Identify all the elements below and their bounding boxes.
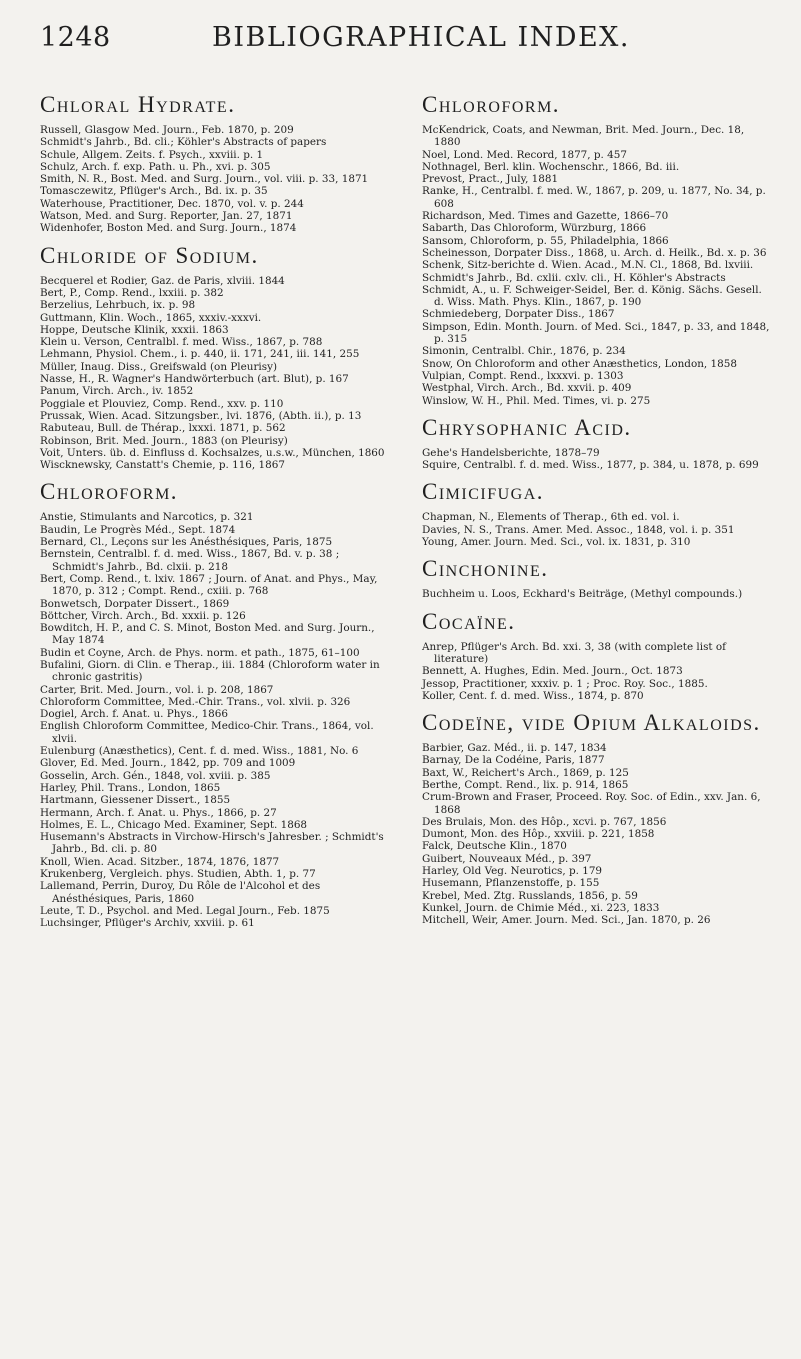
index-entry: Jessop, Practitioner, xxxiv. p. 1 ; Proc. Roy. Soc., 1885. [422, 677, 708, 690]
index-entry: Ranke, H., Centralbl. f. med. W., 1867, p. 209, u. 1877, No. 34, p. 608 [422, 185, 766, 210]
index-section [422, 479, 772, 548]
index-section [422, 556, 772, 600]
index-entry: Guibert, Nouveaux Méd., p. 397 [422, 852, 592, 865]
index-entry: Schenk, Sitz-berichte d. Wien. Acad., M.N. Cl., 1868, Bd. lxviii. [422, 259, 754, 272]
index-entry: Prevost, Pract., July, 1881 [422, 173, 559, 186]
section-heading: Cinchonine. [422, 556, 549, 582]
index-entry: Harley, Old Veg. Neurotics, p. 179 [422, 865, 603, 878]
page-header [40, 22, 771, 62]
index-entry: Noel, Lond. Med. Record, 1877, p. 457 [422, 148, 627, 161]
running-title: BIBLIOGRAPHICAL INDEX. [212, 22, 630, 53]
entry-list [40, 511, 390, 929]
index-entry: Watson, Med. and Surg. Reporter, Jan. 27, 1871 [40, 210, 293, 223]
index-entry: Crum-Brown and Fraser, Proceed. Roy. Soc. of Edin., xxv. Jan. 6, 1868 [422, 791, 761, 816]
section-heading: Chloroform. [40, 479, 179, 505]
index-entry: Lallemand, Perrin, Duroy, Du Rôle de l'Alcohol et des Anésthésiques, Paris, 1860 [40, 880, 321, 905]
page-number: 1248 [40, 22, 111, 53]
right-column [422, 92, 772, 935]
index-section [40, 479, 390, 929]
index-entry: Panum, Virch. Arch., iv. 1852 [40, 385, 194, 398]
index-entry: Schmidt's Jahrb., Bd. cxlii. cxlv. cli., H. Köhler's Abstracts [422, 271, 726, 284]
index-entry: Baxt, W., Reichert's Arch., 1869, p. 125 [422, 766, 629, 779]
index-entry: Carter, Brit. Med. Journ., vol. i. p. 208, 1867 [40, 683, 274, 696]
entry-list [422, 511, 772, 548]
index-entry: Russell, Glasgow Med. Journ., Feb. 1870, p. 209 [40, 124, 294, 136]
index-entry: Müller, Inaug. Diss., Greifswald (on Pleurisy) [40, 360, 278, 373]
index-section [40, 92, 390, 235]
index-entry: Husemann's Abstracts in Virchow-Hirsch's Jahresber. ; Schmidt's Jahrb., Bd. cli. p. 80 [40, 831, 384, 856]
section-heading: Chloral Hydrate. [40, 92, 236, 117]
index-entry: Holmes, E. L., Chicago Med. Examiner, Sept. 1868 [40, 818, 308, 831]
index-entry: Dogiel, Arch. f. Anat. u. Phys., 1866 [40, 708, 229, 721]
section-heading: Chrysophanic Acid. [422, 414, 632, 440]
entry-list [422, 447, 772, 472]
index-entry: Smith, N. R., Bost. Med. and Surg. Journ., vol. viii. p. 33, 1871 [40, 173, 369, 186]
index-entry: Hartmann, Giessener Dissert., 1855 [40, 794, 231, 807]
index-entry: McKendrick, Coats, and Newman, Brit. Med. Journ., Dec. 18, 1880 [422, 124, 745, 149]
index-entry: Eulenburg (Anæsthetics), Cent. f. d. med. Wiss., 1881, No. 6 [40, 745, 359, 758]
index-entry: Buchheim u. Loos, Eckhard's Beiträge, (Methyl compounds.) [422, 588, 743, 601]
entry-list [422, 588, 772, 600]
index-entry: Bert, Comp. Rend., t. lxiv. 1867 ; Journ. of Anat. and Phys., May, 1870, p. 312 ; Compt. Rend., cxiii. p. 768 [40, 572, 378, 598]
index-entry: Bert, P., Comp. Rend., lxxiii. p. 382 [40, 286, 224, 299]
index-entry: Bowditch, H. P., and C. S. Minot, Boston Med. and Surg. Journ., May 1874 [40, 622, 375, 647]
index-entry: Dumont, Mon. des Hôp., xxviii. p. 221, 1858 [422, 828, 655, 841]
index-entry: Koller, Cent. f. d. med. Wiss., 1874, p. 870 [422, 689, 644, 702]
index-entry: Bernstein, Centralbl. f. d. med. Wiss., 1867, Bd. v. p. 38 ; Schmidt's Jahrb., Bd. clxii. p. 218 [40, 548, 340, 573]
index-entry: Des Brulais, Mon. des Hôp., xcvi. p. 767, 1856 [422, 815, 667, 828]
index-entry: Nothnagel, Berl. klin. Wochenschr., 1866, Bd. iii. [422, 160, 680, 173]
section-heading: Chloroform. [422, 92, 561, 117]
index-entry: Widenhofer, Boston Med. and Surg. Journ., 1874 [40, 222, 297, 235]
section-heading: Chloride of Sodium. [40, 242, 259, 268]
index-entry: Voit, Unters. üb. d. Einfluss d. Kochsalzes, u.s.w., München, 1860 [40, 446, 385, 459]
index-entry: Berzelius, Lehrbuch, ix. p. 98 [40, 299, 196, 312]
index-section [422, 710, 772, 926]
index-entry: Bufalini, Giorn. di Clin. e Therap., iii. 1884 (Chloroform water in chronic gastritis) [40, 658, 380, 684]
index-entry: Bernard, Cl., Leçons sur les Anésthésiques, Paris, 1875 [40, 536, 333, 549]
index-entry: Scheinesson, Dorpater Diss., 1868, u. Arch. d. Heilk., Bd. x. p. 36 [422, 246, 767, 259]
index-entry: Rabuteau, Bull. de Thérap., lxxxi. 1871, p. 562 [40, 422, 286, 435]
index-section [422, 609, 772, 702]
index-entry: Anstie, Stimulants and Narcotics, p. 321 [40, 511, 254, 524]
index-entry: Mitchell, Weir, Amer. Journ. Med. Sci., Jan. 1870, p. 26 [422, 914, 711, 927]
index-section [422, 92, 772, 407]
index-entry: English Chloroform Committee, Medico-Chir. Trans., 1864, vol. xlvii. [40, 720, 374, 745]
left-column [40, 92, 390, 938]
entry-list [422, 124, 772, 407]
entry-list [422, 742, 772, 926]
index-entry: Harley, Phil. Trans., London, 1865 [40, 781, 221, 794]
index-entry: Bennett, A. Hughes, Edin. Med. Journ., Oct. 1873 [422, 665, 683, 678]
index-entry: Glover, Ed. Med. Journ., 1842, pp. 709 and 1009 [40, 757, 296, 770]
index-entry: Chloroform Committee, Med.-Chir. Trans., vol. xlvii. p. 326 [40, 695, 351, 708]
index-entry: Krukenberg, Vergleich. phys. Studien, Abth. 1, p. 77 [40, 868, 316, 881]
index-section [40, 243, 390, 472]
section-heading: Cocaïne. [422, 608, 516, 634]
index-entry: Leute, T. D., Psychol. and Med. Legal Journ., Feb. 1875 [40, 904, 330, 917]
index-entry: Young, Amer. Journ. Med. Sci., vol. ix. 1831, p. 310 [422, 536, 691, 549]
index-entry: Guttmann, Klin. Woch., 1865, xxxiv.-xxxvi. [40, 311, 262, 324]
index-entry: Tomasczewitz, Pflüger's Arch., Bd. ix. p. 35 [40, 185, 268, 198]
index-entry: Schmidt, A., u. F. Schweiger-Seidel, Ber. d. König. Sächs. Gesell. d. Wiss. Math. Phys. Klin., 1867, p. 190 [422, 283, 762, 309]
index-entry: Berthe, Compt. Rend., lix. p. 914, 1865 [422, 778, 629, 791]
index-entry: Krebel, Med. Ztg. Russlands, 1856, p. 59 [422, 889, 638, 902]
index-entry: Böttcher, Virch. Arch., Bd. xxxii. p. 126 [40, 609, 246, 622]
index-entry: Luchsinger, Pflüger's Archiv, xxviii. p. 61 [40, 917, 255, 930]
index-entry: Schmiedeberg, Dorpater Diss., 1867 [422, 308, 615, 321]
index-entry: Robinson, Brit. Med. Journ., 1883 (on Pleurisy) [40, 434, 288, 447]
index-entry: Sansom, Chloroform, p. 55, Philadelphia, 1866 [422, 234, 669, 247]
index-entry: Poggiale et Plouviez, Comp. Rend., xxv. p. 110 [40, 397, 284, 410]
index-entry: Squire, Centralbl. f. d. med. Wiss., 1877, p. 384, u. 1878, p. 699 [422, 459, 759, 472]
index-entry: Schule, Allgem. Zeits. f. Psych., xxviii. p. 1 [40, 148, 264, 161]
index-entry: Vulpian, Compt. Rend., lxxxvi. p. 1303 [422, 369, 624, 382]
index-entry: Gosselin, Arch. Gén., 1848, vol. xviii. p. 385 [40, 769, 271, 782]
index-entry: Baudin, Le Progrès Méd., Sept. 1874 [40, 523, 236, 536]
index-entry: Davies, N. S., Trans. Amer. Med. Assoc., 1848, vol. i. p. 351 [422, 523, 735, 536]
index-entry: Hermann, Arch. f. Anat. u. Phys., 1866, p. 27 [40, 806, 277, 819]
index-entry: Kunkel, Journ. de Chimie Méd., xi. 223, 1833 [422, 901, 660, 914]
index-entry: Hoppe, Deutsche Klinik, xxxii. 1863 [40, 323, 229, 336]
index-entry: Sabarth, Das Chloroform, Würzburg, 1866 [422, 222, 647, 235]
index-entry: Klein u. Verson, Centralbl. f. med. Wiss., 1867, p. 788 [40, 336, 323, 349]
index-entry: Becquerel et Rodier, Gaz. de Paris, xlviii. 1844 [40, 274, 285, 287]
index-entry: Husemann, Pflanzenstoffe, p. 155 [422, 877, 600, 890]
index-entry: Chapman, N., Elements of Therap., 6th ed. vol. i. [422, 511, 680, 524]
index-entry: Schulz, Arch. f. exp. Path. u. Ph., xvi. p. 305 [40, 160, 271, 173]
index-entry: Knoll, Wien. Acad. Sitzber., 1874, 1876, 1877 [40, 855, 280, 868]
index-entry: Budin et Coyne, Arch. de Phys. norm. et path., 1875, 61–100 [40, 646, 360, 659]
entry-list [422, 641, 772, 702]
index-entry: Prussak, Wien. Acad. Sitzungsber., lvi. 1876, (Abth. ii.), p. 13 [40, 409, 362, 422]
index-entry: Richardson, Med. Times and Gazette, 1866–70 [422, 210, 669, 223]
section-heading: Codeïne, vide Opium Alkaloids. [422, 710, 761, 736]
index-entry: Simonin, Centralbl. Chir., 1876, p. 234 [422, 345, 626, 358]
index-entry: Lehmann, Physiol. Chem., i. p. 440, ii. 171, 241, iii. 141, 255 [40, 348, 360, 361]
index-entry: Snow, On Chloroform and other Anæsthetics, London, 1858 [422, 357, 737, 370]
index-entry: Barnay, De la Codéine, Paris, 1877 [422, 754, 605, 767]
index-entry: Wiscknewsky, Canstatt's Chemie, p. 116, 1867 [40, 459, 285, 472]
index-entry: Winslow, W. H., Phil. Med. Times, vi. p. 275 [422, 394, 651, 407]
index-entry: Schmidt's Jahrb., Bd. cli.; Köhler's Abstracts of papers [40, 136, 327, 149]
index-entry: Barbier, Gaz. Méd., ii. p. 147, 1834 [422, 742, 607, 755]
index-entry: Bonwetsch, Dorpater Dissert., 1869 [40, 597, 230, 610]
index-entry: Westphal, Virch. Arch., Bd. xxvii. p. 409 [422, 382, 632, 395]
index-entry: Simpson, Edin. Month. Journ. of Med. Sci., 1847, p. 33, and 1848, p. 315 [422, 320, 770, 346]
index-section [422, 415, 772, 472]
section-heading: Cimicifuga. [422, 479, 545, 505]
entry-list [40, 124, 390, 235]
entry-list [40, 275, 390, 472]
index-entry: Nasse, H., R. Wagner's Handwörterbuch (art. Blut), p. 167 [40, 373, 349, 386]
index-entry: Anrep, Pflüger's Arch. Bd. xxi. 3, 38 (with complete list of literature) [422, 640, 726, 665]
index-entry: Gehe's Handelsberichte, 1878–79 [422, 446, 600, 459]
index-entry: Falck, Deutsche Klin., 1870 [422, 840, 567, 853]
index-entry: Waterhouse, Practitioner, Dec. 1870, vol. v. p. 244 [40, 197, 304, 210]
